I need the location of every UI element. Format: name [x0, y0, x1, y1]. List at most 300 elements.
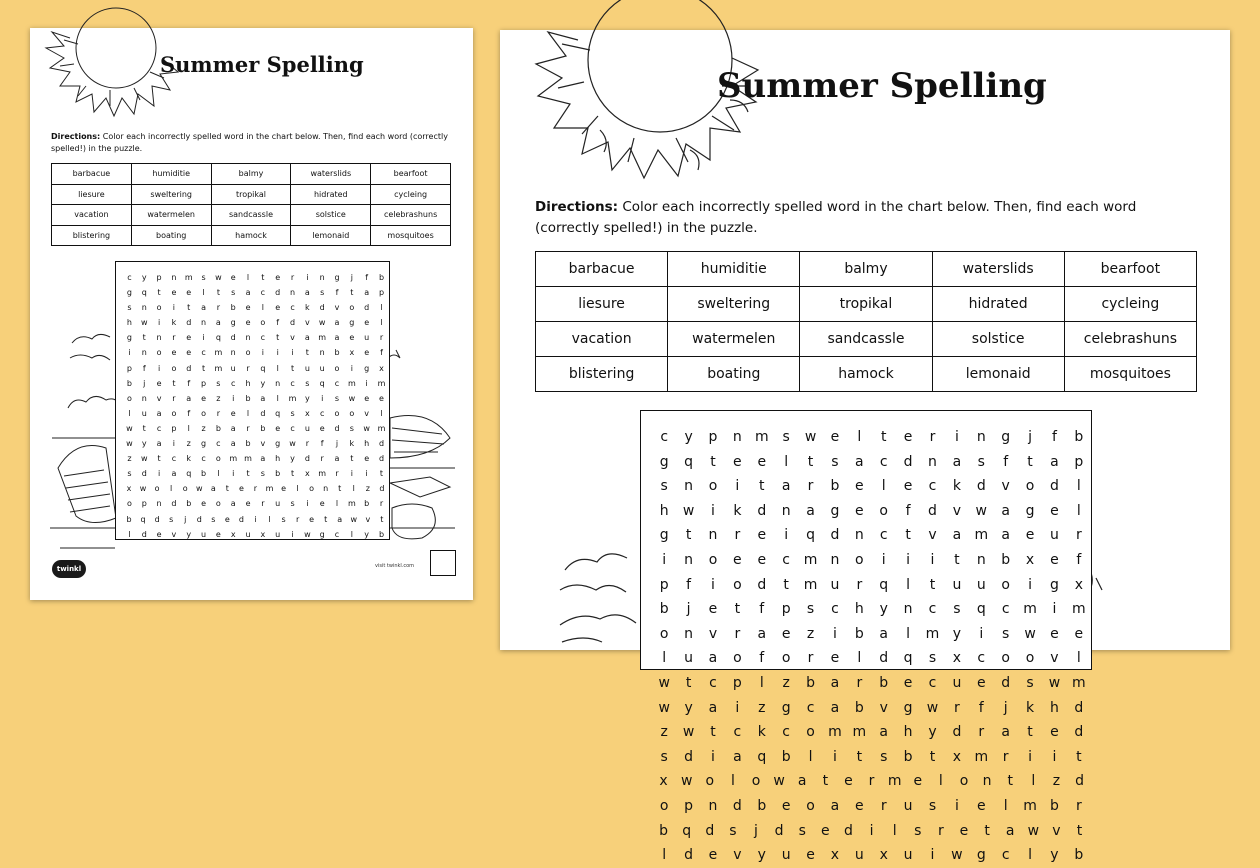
puzzle-letter[interactable]: a: [1005, 822, 1015, 839]
puzzle-letter[interactable]: t: [261, 273, 265, 282]
word-cell[interactable]: watermelen: [668, 322, 800, 357]
puzzle-letter[interactable]: s: [211, 514, 216, 524]
word-cell[interactable]: bearfoot: [371, 164, 451, 185]
puzzle-letter[interactable]: i: [832, 748, 837, 765]
puzzle-letter[interactable]: h: [903, 724, 913, 741]
puzzle-letter[interactable]: n: [201, 318, 207, 328]
puzzle-letter[interactable]: i: [157, 318, 161, 328]
word-cell[interactable]: bearfoot: [1064, 252, 1196, 287]
word-cell[interactable]: tropikal: [800, 287, 932, 322]
puzzle-letter[interactable]: o: [1025, 478, 1035, 495]
puzzle-letter[interactable]: a: [201, 303, 206, 313]
word-cell[interactable]: lemonaid: [291, 225, 371, 246]
puzzle-letter[interactable]: t: [1076, 822, 1083, 839]
puzzle-letter[interactable]: o: [156, 303, 162, 313]
puzzle-letter[interactable]: l: [352, 484, 355, 494]
puzzle-letter[interactable]: w: [126, 439, 133, 449]
puzzle-letter[interactable]: r: [335, 469, 339, 479]
puzzle-letter[interactable]: c: [216, 439, 221, 449]
puzzle-letter[interactable]: m: [229, 454, 238, 464]
puzzle-letter[interactable]: f: [978, 699, 984, 716]
word-cell[interactable]: tropikal: [211, 184, 291, 205]
puzzle-letter[interactable]: d: [334, 423, 340, 433]
puzzle-letter[interactable]: e: [230, 408, 236, 418]
puzzle-letter[interactable]: x: [659, 773, 668, 790]
puzzle-letter[interactable]: c: [806, 699, 815, 716]
puzzle-letter[interactable]: e: [781, 625, 791, 642]
puzzle-letter[interactable]: i: [321, 393, 324, 403]
puzzle-letter[interactable]: o: [334, 408, 340, 418]
word-cell[interactable]: blistering: [536, 357, 668, 392]
puzzle-letter[interactable]: i: [930, 551, 935, 568]
puzzle-letter[interactable]: n: [171, 273, 177, 282]
puzzle-letter[interactable]: t: [1007, 773, 1013, 790]
puzzle-letter[interactable]: l: [261, 303, 264, 313]
puzzle-letter[interactable]: v: [928, 527, 937, 544]
puzzle-letter[interactable]: e: [201, 393, 207, 403]
puzzle-letter[interactable]: d: [1074, 724, 1084, 741]
puzzle-letter[interactable]: z: [186, 439, 191, 449]
puzzle-letter[interactable]: j: [686, 601, 691, 618]
puzzle-letter[interactable]: w: [289, 439, 296, 449]
puzzle-letter[interactable]: p: [781, 601, 791, 618]
puzzle-letter[interactable]: s: [201, 273, 206, 282]
puzzle-letter[interactable]: l: [380, 303, 383, 313]
puzzle-letter[interactable]: d: [319, 303, 325, 313]
puzzle-letter[interactable]: e: [1050, 502, 1059, 519]
puzzle-letter[interactable]: q: [879, 576, 889, 593]
puzzle-letter[interactable]: d: [830, 527, 840, 544]
puzzle-letter[interactable]: c: [1001, 601, 1010, 618]
puzzle-letter[interactable]: u: [1050, 527, 1059, 544]
puzzle-letter[interactable]: l: [1076, 502, 1081, 519]
puzzle-letter[interactable]: j: [335, 439, 339, 449]
puzzle-letter[interactable]: a: [757, 625, 767, 642]
puzzle-letter[interactable]: y: [928, 724, 937, 741]
puzzle-letter[interactable]: d: [1075, 773, 1084, 790]
puzzle-letter[interactable]: c: [782, 551, 790, 568]
puzzle-letter[interactable]: k: [733, 502, 742, 519]
puzzle-letter[interactable]: b: [1050, 797, 1059, 814]
puzzle-letter[interactable]: w: [140, 454, 148, 464]
puzzle-letter[interactable]: v: [365, 514, 371, 524]
puzzle-letter[interactable]: c: [260, 288, 266, 298]
puzzle-letter[interactable]: s: [782, 429, 790, 445]
puzzle-letter[interactable]: e: [156, 378, 162, 388]
puzzle-letter[interactable]: v: [952, 502, 962, 519]
puzzle-letter[interactable]: h: [1050, 699, 1059, 716]
puzzle-letter[interactable]: d: [154, 514, 160, 524]
puzzle-letter[interactable]: p: [378, 288, 385, 298]
puzzle-letter[interactable]: e: [757, 527, 767, 544]
puzzle-letter[interactable]: g: [275, 439, 281, 449]
puzzle-letter[interactable]: f: [1003, 453, 1009, 470]
puzzle-letter[interactable]: r: [1075, 797, 1082, 814]
puzzle-letter[interactable]: k: [1026, 699, 1035, 716]
puzzle-letter[interactable]: m: [852, 724, 867, 741]
puzzle-letter[interactable]: o: [806, 724, 815, 741]
puzzle-letter[interactable]: u: [781, 847, 791, 864]
puzzle-letter[interactable]: e: [379, 393, 384, 403]
puzzle-letter[interactable]: x: [830, 847, 840, 864]
puzzle-letter[interactable]: o: [126, 499, 132, 509]
puzzle-letter[interactable]: c: [127, 273, 132, 282]
puzzle-letter[interactable]: l: [1028, 847, 1032, 864]
puzzle-letter[interactable]: q: [684, 453, 694, 470]
puzzle-letter[interactable]: d: [684, 847, 694, 864]
puzzle-letter[interactable]: d: [774, 822, 784, 839]
puzzle-letter[interactable]: a: [334, 454, 340, 464]
puzzle-letter[interactable]: a: [952, 527, 962, 544]
puzzle-letter[interactable]: c: [928, 601, 937, 618]
puzzle-letter[interactable]: z: [365, 484, 370, 494]
puzzle-letter[interactable]: s: [1002, 625, 1010, 642]
puzzle-letter[interactable]: w: [680, 773, 693, 790]
puzzle-letter[interactable]: c: [709, 674, 717, 691]
puzzle-letter[interactable]: a: [708, 699, 718, 716]
twinkl-logo[interactable]: twinkl: [52, 560, 86, 578]
puzzle-letter[interactable]: i: [869, 822, 874, 839]
word-cell[interactable]: mosquitoes: [371, 225, 451, 246]
puzzle-letter[interactable]: a: [230, 439, 236, 449]
puzzle-letter[interactable]: l: [246, 273, 250, 282]
puzzle-letter[interactable]: i: [832, 625, 837, 642]
puzzle-letter[interactable]: c: [660, 429, 669, 445]
word-cell[interactable]: liesure: [52, 184, 132, 205]
puzzle-letter[interactable]: t: [246, 469, 250, 479]
puzzle-letter[interactable]: e: [1050, 724, 1059, 741]
puzzle-letter[interactable]: d: [238, 514, 244, 524]
puzzle-letter[interactable]: e: [855, 478, 864, 495]
puzzle-letter[interactable]: f: [686, 576, 692, 593]
puzzle-letter[interactable]: i: [711, 576, 715, 593]
puzzle-letter[interactable]: u: [364, 333, 370, 343]
puzzle-letter[interactable]: l: [380, 408, 383, 418]
puzzle-letter[interactable]: t: [216, 288, 220, 298]
puzzle-letter[interactable]: j: [143, 378, 146, 388]
puzzle-letter[interactable]: u: [245, 529, 251, 539]
puzzle-letter[interactable]: p: [171, 423, 177, 433]
puzzle-letter[interactable]: b: [215, 423, 221, 433]
word-cell[interactable]: solstice: [932, 322, 1064, 357]
puzzle-letter[interactable]: r: [172, 393, 176, 403]
puzzle-letter[interactable]: l: [380, 318, 383, 328]
puzzle-letter[interactable]: q: [319, 378, 325, 388]
puzzle-letter[interactable]: e: [708, 847, 718, 864]
puzzle-letter[interactable]: i: [291, 348, 294, 358]
word-cell[interactable]: solstice: [291, 205, 371, 226]
puzzle-letter[interactable]: r: [261, 499, 265, 509]
puzzle-letter[interactable]: r: [954, 699, 960, 716]
word-cell[interactable]: blistering: [52, 225, 132, 246]
puzzle-letter[interactable]: l: [662, 650, 667, 667]
puzzle-letter[interactable]: v: [171, 529, 177, 539]
puzzle-letter[interactable]: a: [230, 499, 236, 509]
puzzle-letter[interactable]: i: [365, 378, 368, 388]
puzzle-letter[interactable]: z: [782, 674, 790, 691]
puzzle-letter[interactable]: l: [906, 625, 911, 642]
puzzle-letter[interactable]: o: [705, 773, 715, 790]
puzzle-letter[interactable]: z: [806, 625, 815, 642]
puzzle-letter[interactable]: e: [245, 303, 251, 313]
puzzle-letter[interactable]: y: [684, 429, 693, 445]
puzzle-letter[interactable]: t: [324, 514, 328, 524]
puzzle-letter[interactable]: x: [230, 529, 236, 539]
puzzle-letter[interactable]: a: [334, 318, 340, 328]
puzzle-letter[interactable]: c: [831, 601, 839, 618]
puzzle-letter[interactable]: n: [903, 601, 913, 618]
puzzle-letter[interactable]: e: [903, 429, 913, 445]
puzzle-letter[interactable]: v: [156, 393, 162, 403]
puzzle-letter[interactable]: b: [659, 601, 669, 618]
puzzle-letter[interactable]: m: [214, 363, 223, 373]
puzzle-letter[interactable]: w: [773, 773, 785, 790]
puzzle-letter[interactable]: e: [364, 318, 370, 328]
puzzle-letter[interactable]: g: [319, 529, 325, 539]
puzzle-letter[interactable]: v: [334, 303, 340, 313]
puzzle-letter[interactable]: u: [304, 423, 310, 433]
puzzle-letter[interactable]: o: [751, 773, 761, 790]
puzzle-letter[interactable]: m: [347, 499, 356, 509]
puzzle-letter[interactable]: f: [1051, 429, 1057, 445]
puzzle-letter[interactable]: y: [684, 699, 693, 716]
puzzle-letter[interactable]: n: [781, 502, 791, 519]
puzzle-letter[interactable]: w: [658, 699, 670, 716]
puzzle-letter[interactable]: o: [879, 502, 888, 519]
puzzle-letter[interactable]: l: [857, 650, 862, 667]
puzzle-letter[interactable]: w: [350, 514, 358, 524]
puzzle-letter[interactable]: o: [855, 551, 864, 568]
puzzle-letter[interactable]: n: [156, 333, 162, 343]
puzzle-letter[interactable]: t: [1027, 724, 1033, 741]
puzzle-letter[interactable]: e: [309, 514, 315, 524]
puzzle-letter[interactable]: n: [684, 625, 694, 642]
puzzle-letter[interactable]: t: [1027, 453, 1033, 470]
puzzle-letter[interactable]: o: [733, 576, 742, 593]
puzzle-letter[interactable]: t: [856, 748, 863, 765]
puzzle-letter[interactable]: s: [660, 748, 668, 765]
puzzle-letter[interactable]: o: [659, 625, 669, 642]
puzzle-letter[interactable]: b: [260, 423, 266, 433]
puzzle-letter[interactable]: w: [658, 674, 670, 691]
puzzle-letter[interactable]: g: [659, 527, 669, 544]
puzzle-letter[interactable]: v: [290, 333, 295, 343]
puzzle-letter[interactable]: i: [711, 748, 715, 765]
puzzle-letter[interactable]: n: [684, 478, 694, 495]
puzzle-letter[interactable]: t: [142, 423, 146, 433]
puzzle-letter[interactable]: s: [977, 453, 985, 470]
puzzle-letter[interactable]: z: [127, 454, 132, 464]
puzzle-letter[interactable]: m: [184, 273, 193, 282]
puzzle-letter[interactable]: j: [350, 273, 353, 282]
puzzle-letter[interactable]: u: [903, 847, 913, 864]
puzzle-letter[interactable]: m: [1023, 601, 1037, 618]
puzzle-letter[interactable]: a: [260, 393, 266, 403]
puzzle-letter[interactable]: a: [879, 724, 888, 741]
puzzle-letter[interactable]: h: [275, 454, 281, 464]
puzzle-letter[interactable]: e: [275, 303, 281, 313]
puzzle-letter[interactable]: e: [757, 453, 767, 470]
puzzle-letter[interactable]: b: [364, 499, 370, 509]
puzzle-letter[interactable]: s: [1026, 674, 1034, 691]
puzzle-letter[interactable]: a: [156, 408, 162, 418]
puzzle-letter[interactable]: s: [290, 408, 295, 418]
puzzle-letter[interactable]: t: [685, 527, 692, 544]
puzzle-letter[interactable]: n: [230, 348, 236, 358]
puzzle-letter[interactable]: v: [1052, 822, 1061, 839]
puzzle-letter[interactable]: i: [254, 514, 257, 524]
puzzle-letter[interactable]: e: [349, 333, 355, 343]
puzzle-letter[interactable]: e: [976, 797, 986, 814]
puzzle-letter[interactable]: e: [245, 499, 251, 509]
puzzle-letter[interactable]: d: [141, 469, 147, 479]
puzzle-letter[interactable]: a: [245, 288, 251, 298]
puzzle-letter[interactable]: e: [855, 502, 864, 519]
puzzle-letter[interactable]: d: [141, 529, 147, 539]
word-cell[interactable]: liesure: [536, 287, 668, 322]
puzzle-letter[interactable]: r: [253, 484, 258, 494]
puzzle-letter[interactable]: c: [733, 724, 742, 741]
word-cell[interactable]: vacation: [52, 205, 132, 226]
puzzle-letter[interactable]: e: [186, 333, 192, 343]
puzzle-letter[interactable]: a: [708, 650, 718, 667]
puzzle-letter[interactable]: s: [334, 393, 340, 403]
puzzle-letter[interactable]: t: [142, 333, 146, 343]
puzzle-letter[interactable]: v: [708, 625, 718, 642]
puzzle-letter[interactable]: k: [186, 454, 192, 464]
puzzle-letter[interactable]: s: [231, 288, 236, 298]
puzzle-letter[interactable]: o: [708, 551, 718, 568]
puzzle-letter[interactable]: r: [978, 724, 985, 741]
puzzle-letter[interactable]: s: [305, 378, 310, 388]
puzzle-letter[interactable]: e: [708, 601, 718, 618]
puzzle-letter[interactable]: h: [364, 439, 370, 449]
puzzle-letter[interactable]: e: [830, 429, 840, 445]
puzzle-letter[interactable]: w: [195, 484, 203, 494]
puzzle-letter[interactable]: d: [289, 318, 296, 328]
puzzle-letter[interactable]: y: [141, 439, 147, 449]
puzzle-letter[interactable]: f: [142, 363, 146, 373]
puzzle-letter[interactable]: w: [304, 529, 311, 539]
puzzle-letter[interactable]: o: [1001, 650, 1010, 667]
puzzle-letter[interactable]: n: [982, 773, 992, 790]
puzzle-letter[interactable]: e: [913, 773, 923, 790]
puzzle-letter[interactable]: m: [244, 454, 252, 464]
puzzle-letter[interactable]: b: [903, 748, 913, 765]
footer-url[interactable]: visit twinkl.com: [375, 563, 415, 569]
puzzle-letter[interactable]: v: [304, 318, 310, 328]
puzzle-letter[interactable]: u: [275, 499, 281, 509]
puzzle-letter[interactable]: m: [974, 527, 989, 544]
puzzle-letter[interactable]: c: [977, 650, 986, 667]
word-cell[interactable]: balmy: [800, 252, 932, 287]
puzzle-letter[interactable]: w: [348, 393, 356, 403]
puzzle-letter[interactable]: b: [1001, 551, 1011, 568]
puzzle-letter[interactable]: a: [171, 469, 177, 479]
puzzle-letter[interactable]: s: [660, 478, 668, 495]
puzzle-letter[interactable]: i: [128, 348, 131, 358]
puzzle-letter[interactable]: p: [201, 378, 207, 388]
puzzle-letter[interactable]: c: [928, 478, 937, 495]
puzzle-letter[interactable]: t: [290, 363, 295, 373]
puzzle-letter[interactable]: o: [1001, 576, 1010, 593]
puzzle-letter[interactable]: a: [337, 514, 343, 524]
puzzle-letter[interactable]: e: [230, 273, 236, 282]
puzzle-letter[interactable]: a: [830, 674, 840, 691]
puzzle-letter[interactable]: d: [275, 288, 281, 298]
puzzle-letter[interactable]: n: [976, 551, 986, 568]
puzzle-letter[interactable]: r: [172, 333, 176, 343]
puzzle-letter[interactable]: c: [201, 454, 206, 464]
puzzle-letter[interactable]: x: [349, 348, 355, 358]
puzzle-letter[interactable]: o: [215, 499, 221, 509]
puzzle-letter[interactable]: y: [879, 601, 888, 618]
puzzle-letter[interactable]: y: [260, 378, 266, 388]
puzzle-letter[interactable]: t: [379, 469, 384, 479]
puzzle-letter[interactable]: x: [379, 363, 384, 373]
puzzle-letter[interactable]: a: [855, 453, 864, 470]
puzzle-letter[interactable]: l: [1003, 797, 1008, 814]
puzzle-letter[interactable]: o: [708, 478, 718, 495]
puzzle-letter[interactable]: r: [734, 527, 741, 544]
puzzle-letter[interactable]: d: [364, 303, 370, 313]
puzzle-letter[interactable]: d: [705, 822, 715, 839]
puzzle-letter[interactable]: r: [246, 363, 250, 373]
puzzle-letter[interactable]: l: [1076, 478, 1081, 495]
puzzle-letter[interactable]: s: [880, 748, 888, 765]
puzzle-letter[interactable]: s: [798, 822, 806, 839]
puzzle-letter[interactable]: l: [906, 576, 911, 593]
puzzle-letter[interactable]: r: [305, 439, 309, 449]
puzzle-letter[interactable]: b: [879, 674, 889, 691]
puzzle-letter[interactable]: l: [759, 674, 764, 691]
puzzle-letter[interactable]: m: [1023, 797, 1037, 814]
puzzle-letter[interactable]: a: [186, 393, 192, 403]
puzzle-letter[interactable]: s: [928, 650, 937, 667]
puzzle-letter[interactable]: m: [214, 348, 223, 358]
puzzle-letter[interactable]: e: [186, 288, 192, 298]
puzzle-letter[interactable]: f: [335, 288, 339, 298]
puzzle-letter[interactable]: s: [914, 822, 922, 839]
word-cell[interactable]: barbacue: [536, 252, 668, 287]
puzzle-letter[interactable]: i: [202, 333, 205, 343]
puzzle-letter[interactable]: f: [187, 378, 191, 388]
puzzle-letter[interactable]: x: [952, 748, 962, 765]
puzzle-letter[interactable]: d: [879, 650, 889, 667]
puzzle-letter[interactable]: x: [126, 484, 132, 494]
puzzle-letter[interactable]: e: [319, 423, 325, 433]
puzzle-letter[interactable]: v: [260, 439, 266, 449]
word-cell[interactable]: vacation: [536, 322, 668, 357]
word-cell[interactable]: sandcassle: [800, 322, 932, 357]
puzzle-letter[interactable]: l: [128, 408, 131, 418]
puzzle-letter[interactable]: e: [275, 423, 281, 433]
puzzle-letter[interactable]: g: [659, 453, 669, 470]
puzzle-letter[interactable]: l: [276, 393, 279, 403]
puzzle-letter[interactable]: g: [349, 318, 355, 328]
puzzle-letter[interactable]: c: [334, 378, 340, 388]
puzzle-letter[interactable]: z: [660, 724, 668, 741]
puzzle-letter[interactable]: l: [128, 529, 131, 539]
word-cell[interactable]: humiditie: [131, 164, 211, 185]
puzzle-letter[interactable]: b: [854, 625, 864, 642]
puzzle-letter[interactable]: k: [952, 478, 961, 495]
puzzle-letter[interactable]: i: [662, 551, 667, 568]
word-cell[interactable]: mosquitoes: [1064, 357, 1196, 392]
puzzle-letter[interactable]: h: [659, 502, 669, 519]
puzzle-letter[interactable]: y: [952, 625, 962, 642]
puzzle-letter[interactable]: j: [754, 822, 758, 839]
